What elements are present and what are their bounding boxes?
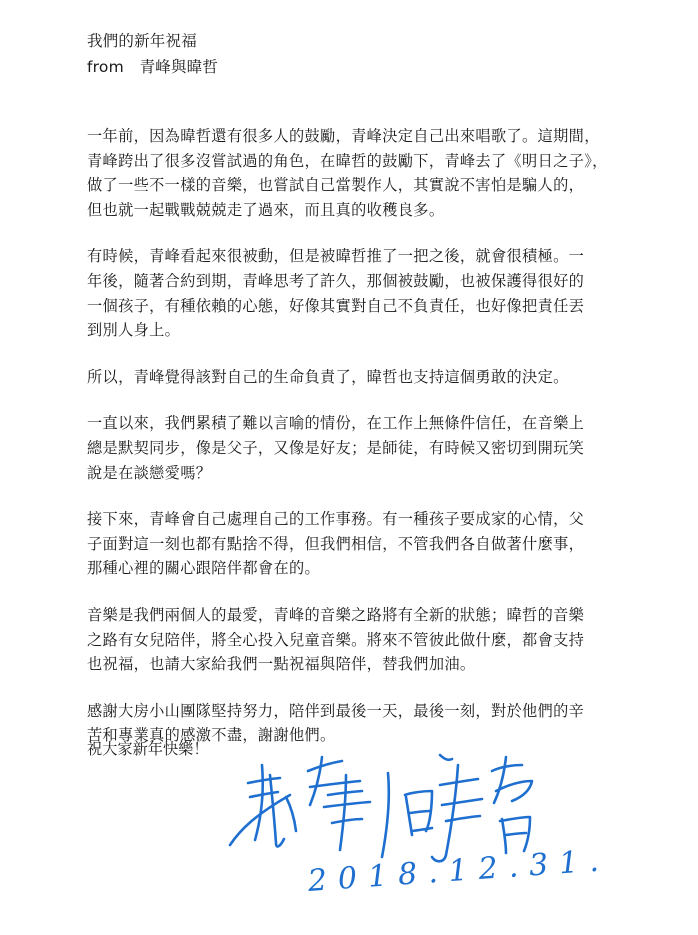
letter-from-line: from 青峰與暐哲 [87,58,219,76]
signature-date: 2018.12.31. [306,842,611,899]
paragraph-line: 青峰跨出了很多沒嘗試過的角色，在暐哲的鼓勵下，青峰去了《明日之子》， [87,151,608,170]
letter-body [87,124,617,770]
letter-paragraph [87,365,617,390]
paragraph-line: 也祝福，也請大家給我們一點祝福與陪伴，替我們加油。 [87,655,476,674]
paragraph-line: 所以，青峰覺得該對自己的生命負責了，暐哲也支持這個勇敢的決定。 [87,367,569,386]
paragraph-line: 一直以來，我們累積了難以言喻的情份，在工作上無條件信任，在音樂上 [87,414,585,433]
letter-header [87,28,218,80]
paragraph-line: 說是在談戀愛嗎？ [87,463,212,482]
paragraph-line: 那種心裡的關心跟陪伴都會在的。 [87,559,321,578]
paragraph-line: 有時候，青峰看起來很被動，但是被暐哲推了一把之後，就會很積極。一 [87,247,585,266]
paragraph-line: 一年前，因為暐哲還有很多人的鼓勵，青峰決定自己出來唱歌了。這期間， [87,127,600,145]
letter-closing: 祝大家新年快樂！ [87,740,209,758]
paragraph-line: 一個孩子，有種依賴的心態，好像其實對自己不負責任，也好像把責任丟 [87,296,585,315]
paragraph-line: 總是默契同步，像是父子，又像是好友；是師徒，有時候又密切到開玩笑 [87,438,585,457]
letter-paragraph [87,603,617,677]
letter-paragraph [87,411,617,485]
letter-paragraph [87,124,617,222]
paragraph-line: 做了一些不一樣的音樂，也嘗試自己當製作人，其實說不害怕是騙人的， [87,176,585,195]
paragraph-line: 年後，隨著合約到期，青峰思考了許久，那個被鼓勵，也被保護得很好的 [87,271,585,290]
paragraph-line: 到別人身上。 [87,321,181,340]
letter-title: 我們的新年祝福 [87,32,197,50]
letter-paragraph [87,244,617,342]
handwritten-signature [200,735,560,935]
paragraph-line: 之路有女兒陪伴，將全心投入兒童音樂。將來不管彼此做什麼，都會支持 [87,630,585,649]
paragraph-line: 苦和專業真的感激不盡，謝謝他們。 [87,726,336,745]
paragraph-line: 接下來，青峰會自己處理自己的工作事務。有一種孩子要成家的心情，父 [87,510,585,529]
paragraph-line: 但也就一起戰戰兢兢走了過來，而且真的收穫良多。 [87,200,445,219]
paragraph-line: 感謝大房小山團隊堅持努力，陪伴到最後一天，最後一刻，對於他們的辛 [87,701,585,720]
paragraph-line: 子面對這一刻也都有點捨不得，但我們相信，不管我們各自做著什麼事， [87,534,585,553]
paragraph-line: 音樂是我們兩個人的最愛，青峰的音樂之路將有全新的狀態；暐哲的音樂 [87,605,585,624]
letter-paragraph [87,507,617,581]
